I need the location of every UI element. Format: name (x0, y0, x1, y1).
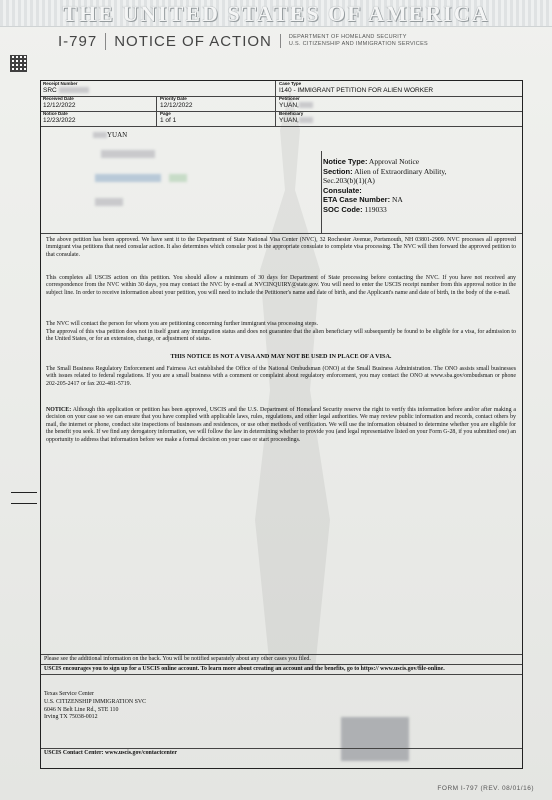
received-date: 12/12/2022 (43, 102, 76, 109)
paragraph-processing: This completes all USCIS action on this petition. You should allow a minimum of 30 days for Department of State processing before contacting the NVC. If you have not received any correspondence from the NVC within 30 days, you may contact the NVC by e-mail at NVCINQUIRY@state.gov. You will need to enter the USCIS receipt number from this approval notice in the subject line. In order to receive information about your petition, you will need to include the Petitioner's name and date of birth, and the Applicant's name and date of birth, in the body of the e-mail. (46, 275, 516, 296)
case-type-cell (277, 81, 517, 96)
beneficiary-label: Beneficiary (279, 111, 304, 116)
petitioner-cell (277, 96, 517, 111)
receipt-number: SRC (43, 87, 57, 94)
banner-title: THE UNITED STATES OF AMERICA (62, 1, 490, 26)
redacted (101, 150, 155, 158)
online-account-text: USCIS encourages you to sign up for a USCIS online account. To learn more about creating an account and the benefits, go to https:// www.uscis.gov/file-online. (44, 666, 445, 672)
petitioner-label: Petitioner (279, 96, 300, 101)
notice-type-value: Approval Notice (368, 157, 420, 166)
beneficiary-name: YUAN, (279, 117, 299, 124)
redacted (299, 117, 313, 123)
page-cell (158, 111, 273, 126)
redacted (93, 132, 107, 138)
paragraph-approval-scope: The approval of this visa petition does not in itself grant any immigration status and does not guarantee that the alien beneficiary will subsequently be found to be eligible for a visa, for admission to the United States, or for an extension, change, or adjustment of status. (46, 329, 516, 343)
petitioner-name: YUAN, (279, 102, 299, 109)
contact-center-text: USCIS Contact Center: www.uscis.gov/contactcenter (44, 750, 178, 756)
priority-date-label: Priority Date (160, 96, 187, 101)
center-line-2: U.S. CITIZENSHIP IMMIGRATION SVC (44, 698, 147, 705)
notice-label: NOTICE: (46, 407, 72, 413)
divider (41, 233, 522, 234)
redacted (95, 174, 161, 182)
section-value-2: Sec.203(b)(1)(A) (323, 176, 375, 186)
agency-line-2: U.S. CITIZENSHIP AND IMMIGRATION SERVICES (288, 41, 429, 47)
notice-form (40, 80, 523, 769)
eta-label: ETA Case Number: (323, 195, 391, 205)
mailing-address (43, 131, 319, 205)
banner (0, 0, 552, 27)
page-count: 1 of 1 (160, 117, 177, 124)
received-date-label: Received Date (43, 96, 74, 101)
row-receipt (41, 81, 522, 97)
notice-type-label: Notice Type: (323, 157, 368, 166)
service-center-address (41, 689, 522, 724)
paragraph-notice (46, 407, 516, 444)
notice-text: Although this application or petition has been approved, USCIS and the U.S. Department of Homeland Security reserve the right to verify this information before and/or after making a decision on your case so we can ensure that you have complied with applicable laws, rules, regulations, and other legal authorities. We may review public information and records, contact others by mail, the internet or phone, conduct site inspections of businesses and residences, or use other methods of verification. We will use the information obtained to determine whether you are eligible for the benefit you seek. If we find any derogatory information, we will follow the law in determining whether to provide you (and legal representative listed on your Form G-28, if you submitted one) an opportunity to address that information before we make a formal decision on your case or start proceedings. (46, 407, 516, 443)
see-back-note (41, 654, 522, 665)
form-id: I-797 (58, 32, 98, 50)
online-account-note (41, 665, 522, 675)
notice-summary (323, 157, 522, 215)
receipt-number-cell (41, 81, 275, 96)
notice-date-label: Notice Date (43, 111, 68, 116)
qr-code-icon (10, 55, 27, 72)
paragraph-nvc-contact: The NVC will contact the person for whom you are petitioning concerning further immigrant visa processing steps. (46, 321, 319, 327)
paragraph-ombudsman: The Small Business Regulatory Enforcement and Fairness Act established the Office of the National Ombudsman (ONO) at the Small Business Administration. The ONO assists small businesses with issues related to federal regulations. If you are a small business with a comment or complaint about regulatory enforcement, you may contact the ONO at www.sba.gov/ombudsman or phone 202-205-2417 or fax 202-481-5719. (46, 366, 516, 387)
form-header (58, 30, 428, 52)
case-type-label: Case Type (279, 81, 302, 86)
center-line-1: Texas Service Center (44, 691, 94, 697)
redacted (299, 102, 313, 108)
center-line-4: Irving TX 75038-0012 (44, 714, 98, 721)
received-date-cell (41, 96, 156, 111)
eta-value: NA (391, 195, 403, 205)
section-value: Alien of Extraordinary Ability, (354, 166, 447, 176)
agency-name (280, 34, 428, 48)
page-label: Page (160, 111, 171, 116)
receipt-number-label: Receipt Number (43, 81, 78, 86)
notice-date: 12/23/2022 (43, 117, 76, 124)
paragraph-approval: The above petition has been approved. We have sent it to the Department of State National Visa Center (NVC), 32 Rochester Avenue, Portsmouth, NH 03801-2909. NVC processes all approved immigrant visa petitions that need consular action. It also determines which consular post is the appropriate consulate to complete visa processing. The NVC will then forward the approved petition to that consulate. (46, 237, 516, 258)
priority-date-cell (158, 96, 273, 111)
soc-label: SOC Code: (323, 204, 363, 214)
section-label: Section: (323, 166, 353, 176)
form-title: NOTICE OF ACTION (105, 33, 272, 50)
addressee-name: YUAN (107, 131, 128, 139)
agency-line-1: DEPARTMENT OF HOMELAND SECURITY (288, 34, 407, 40)
fold-mark (11, 503, 37, 504)
fold-mark (11, 492, 37, 493)
soc-value: 119033 (364, 204, 387, 214)
redacted (59, 87, 89, 93)
contact-center (41, 748, 522, 758)
beneficiary-cell (277, 111, 517, 126)
center-line-3: 6046 N Belt Line Rd., STE 110 (44, 706, 119, 713)
case-type: I140 - IMMIGRANT PETITION FOR ALIEN WORKER (279, 87, 434, 94)
redacted (95, 198, 123, 206)
redacted (169, 174, 187, 182)
visa-warning: THIS NOTICE IS NOT A VISA AND MAY NOT BE USED IN PLACE OF A VISA. (170, 353, 392, 360)
row-notice-date (41, 111, 522, 127)
priority-date: 12/12/2022 (160, 102, 193, 109)
row-dates (41, 96, 522, 112)
consulate-label: Consulate: (323, 185, 362, 195)
notice-date-cell (41, 111, 156, 126)
see-back-text: Please see the additional information on the back. You will be notified separately about any other cases you filed. (44, 656, 311, 662)
form-number: FORM I-797 (REV. 08/01/16) (437, 785, 534, 792)
